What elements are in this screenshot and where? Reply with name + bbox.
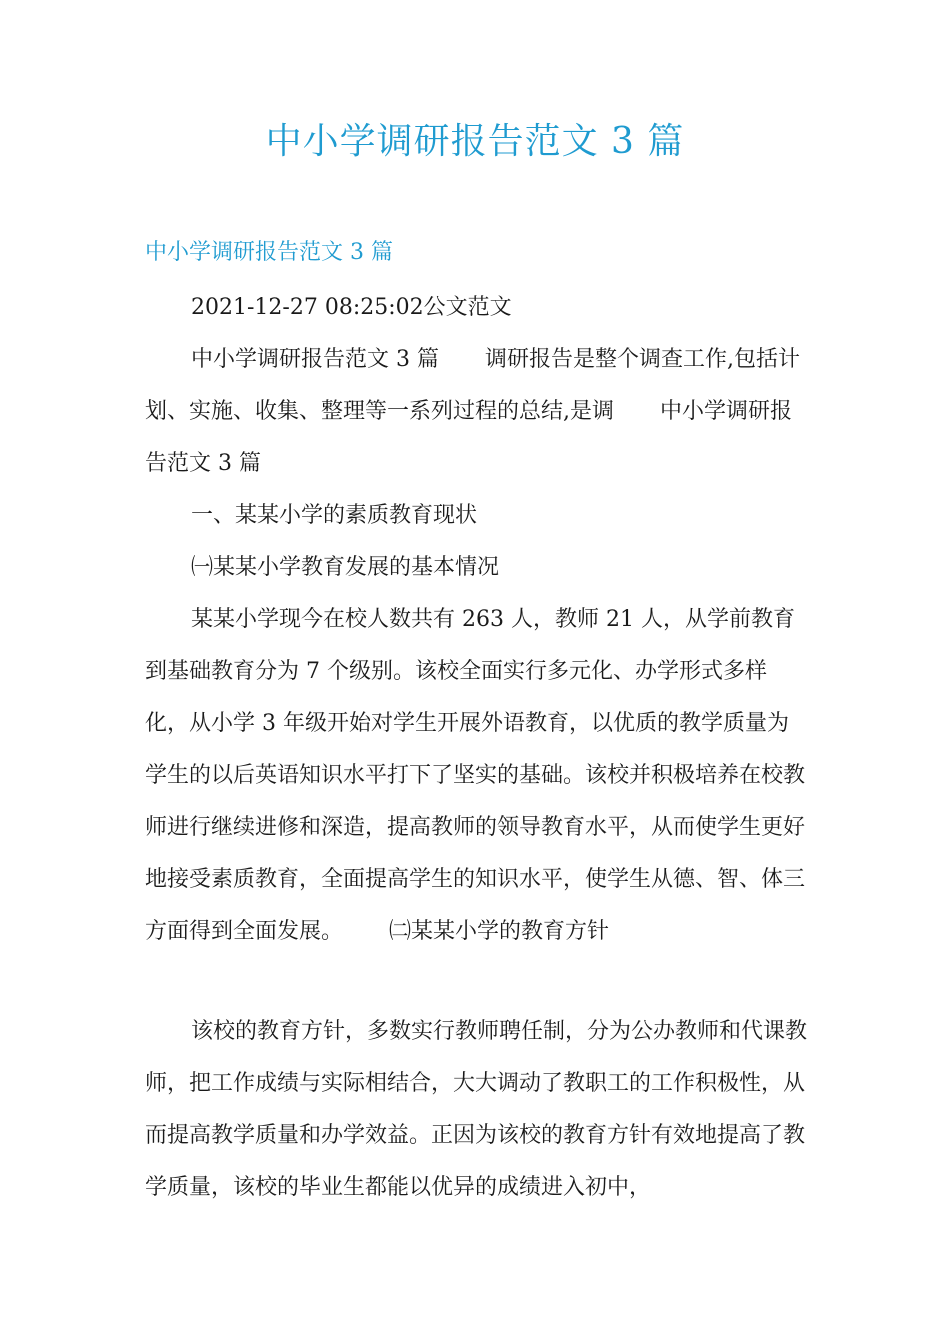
paragraph-1-text: 某某小学现今在校人数共有 263 人，教师 21 人，从学前教育到基础教育分为 7 个级别。该校全面实行多元化、办学形式多样化，从小学 3 年级开始对学生开展外语教育，以优质的教学质量为学生的以后英语知识水平打下了坚实的基础。该校并积极培养在校教师进行继续进修和深造，提高教师的领导教育水平，从而使学生更好地接受素质教育，全面提高学生的知识水平，使学生从德、智、体三方面得到全面发展。	[145, 607, 806, 944]
document-title: 中小学调研报告范文 3 篇	[265, 121, 685, 162]
section-heading-1: 一、某某小学的素质教育现状	[191, 503, 478, 528]
paragraph-1	[145, 594, 810, 958]
paragraph-2: 该校的教育方针，多数实行教师聘任制，分为公办教师和代课教师，把工作成绩与实际相结合，大大调动了教职工的工作积极性，从而提高教学质量和办学效益。正因为该校的教育方针有效地提高了教学质量，该校的毕业生都能以优异的成绩进入初中，	[145, 1019, 808, 1200]
section-heading-2: ㈠某某小学教育发展的基本情况	[191, 555, 500, 580]
intro-part-c: 中小学调研报告范文 3 篇	[145, 399, 793, 476]
intro-part-b: 调研报告是整个调查工作,包括计划、实施、收集、整理等一系列过程的总结,是调	[145, 347, 800, 424]
paragraph-1-tail-heading: ㈡某某小学的教育方针	[389, 919, 610, 944]
document-subtitle: 中小学调研报告范文 3 篇	[145, 240, 393, 265]
intro-part-a: 中小学调研报告范文 3 篇	[191, 347, 439, 372]
intro-paragraph	[145, 334, 810, 490]
date-line: 2021-12-27 08:25:02公文范文	[191, 295, 512, 320]
